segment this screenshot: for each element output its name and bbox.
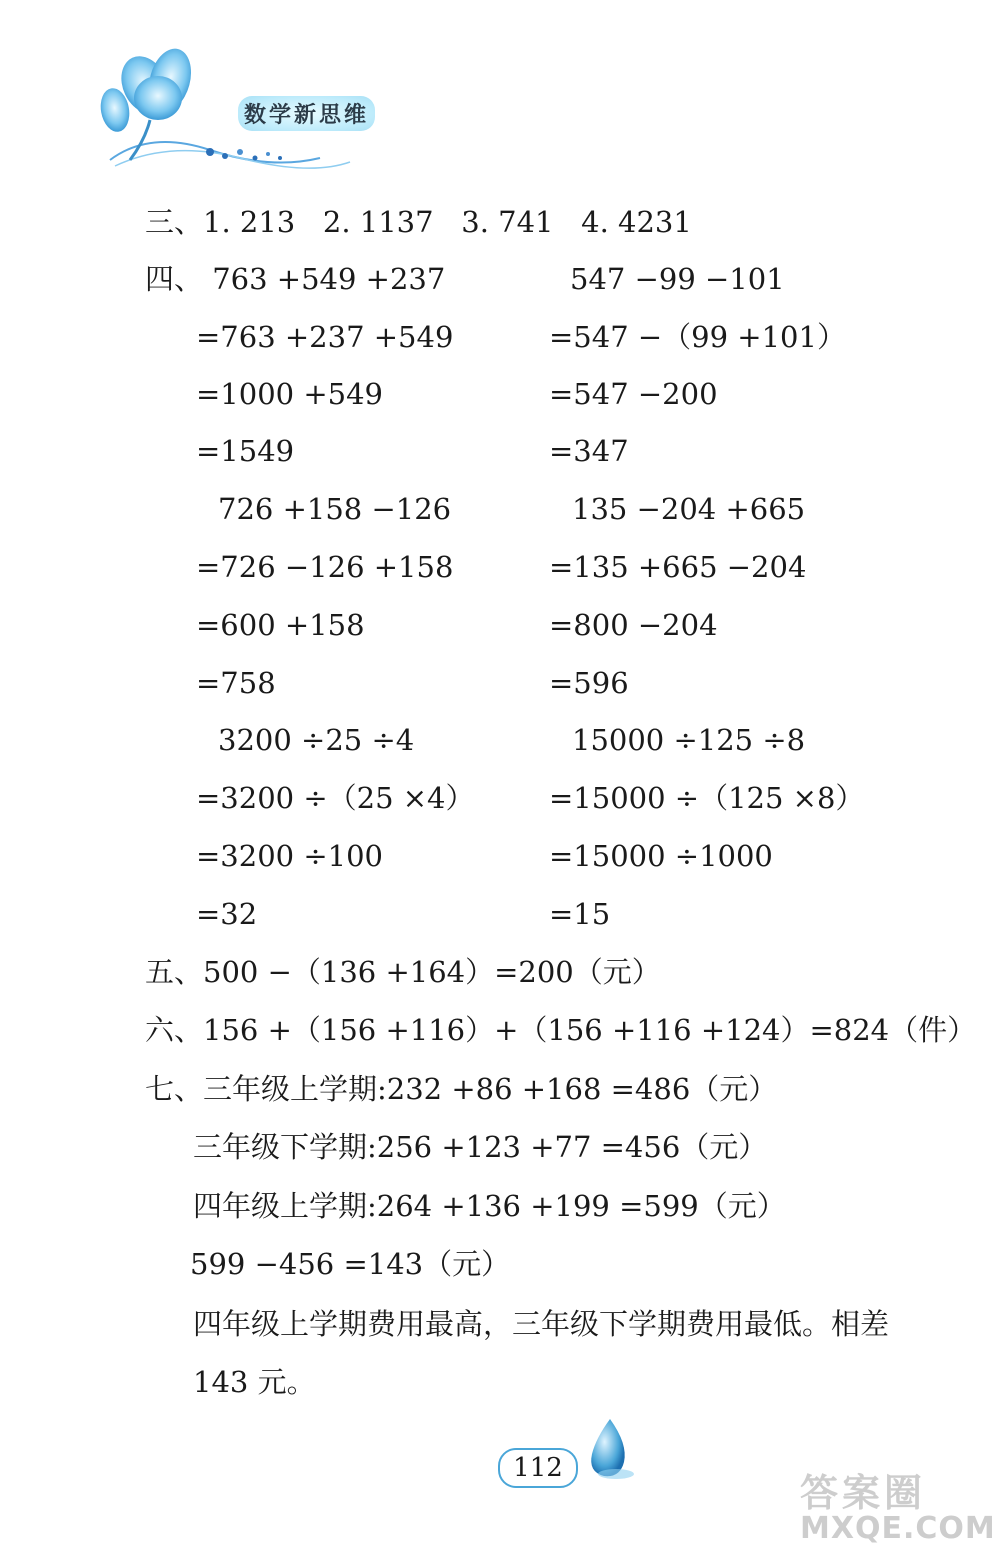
calc-line: =15000 ÷1000 bbox=[549, 839, 773, 873]
calc-line: =600 +158 bbox=[196, 608, 365, 642]
calc-line: =1549 bbox=[196, 434, 295, 468]
answer-line-san: 三、1. 213 2. 1137 3. 741 4. 4231 bbox=[145, 205, 692, 239]
watermark-site: MXQE.COM bbox=[800, 1511, 996, 1546]
calc-line: =547 −（99 +101） bbox=[549, 320, 846, 354]
calc-line: =547 −200 bbox=[549, 377, 718, 411]
calc-line: =3200 ÷100 bbox=[196, 839, 383, 873]
watermark bbox=[800, 1462, 996, 1546]
calc-line: 四、 763 +549 +237 bbox=[145, 262, 446, 296]
page-number: 112 bbox=[498, 1448, 578, 1488]
calc-line: =15000 ÷（125 ×8） bbox=[549, 781, 865, 815]
calc-line: =15 bbox=[549, 897, 611, 931]
answer-line-liu: 六、156 +（156 +116）+（156 +116 +124）=824（件） bbox=[145, 1013, 977, 1047]
calc-line: =347 bbox=[549, 434, 629, 468]
calc-line: 3200 ÷25 ÷4 bbox=[218, 723, 415, 757]
answer-line: 599 −456 =143（元） bbox=[190, 1247, 511, 1281]
answer-line: 三年级下学期:256 +123 +77 =456（元） bbox=[193, 1130, 768, 1164]
calc-line: 547 −99 −101 bbox=[570, 262, 785, 296]
calc-line: =1000 +549 bbox=[196, 377, 383, 411]
calc-line: =758 bbox=[196, 666, 276, 700]
answer-line-qi: 七、三年级上学期:232 +86 +168 =486（元） bbox=[145, 1072, 778, 1106]
answer-line: 四年级上学期:264 +136 +199 =599（元） bbox=[193, 1189, 786, 1223]
calc-line: =726 −126 +158 bbox=[196, 550, 454, 584]
calc-line: 135 −204 +665 bbox=[572, 492, 806, 526]
calc-line: =763 +237 +549 bbox=[196, 320, 454, 354]
page-number-badge bbox=[498, 1444, 638, 1504]
calc-line: 15000 ÷125 ÷8 bbox=[572, 723, 806, 757]
calc-line: 726 +158 −126 bbox=[218, 492, 452, 526]
calc-line: =800 −204 bbox=[549, 608, 718, 642]
calc-line: =3200 ÷（25 ×4） bbox=[196, 781, 475, 815]
calc-line: =32 bbox=[196, 897, 258, 931]
calc-line: =596 bbox=[549, 666, 629, 700]
watermark-brand: 答案圈 bbox=[800, 1471, 927, 1515]
conclusion-line: 四年级上学期费用最高，三年级下学期费用最低。相差 bbox=[193, 1307, 890, 1341]
calc-line: =135 +665 −204 bbox=[549, 550, 807, 584]
header-title: 数学新思维 bbox=[238, 96, 375, 131]
answer-line-wu: 五、500 −（136 +164）=200（元） bbox=[145, 955, 661, 989]
droplet-icon bbox=[580, 1414, 640, 1484]
conclusion-line: 143 元。 bbox=[193, 1365, 316, 1399]
